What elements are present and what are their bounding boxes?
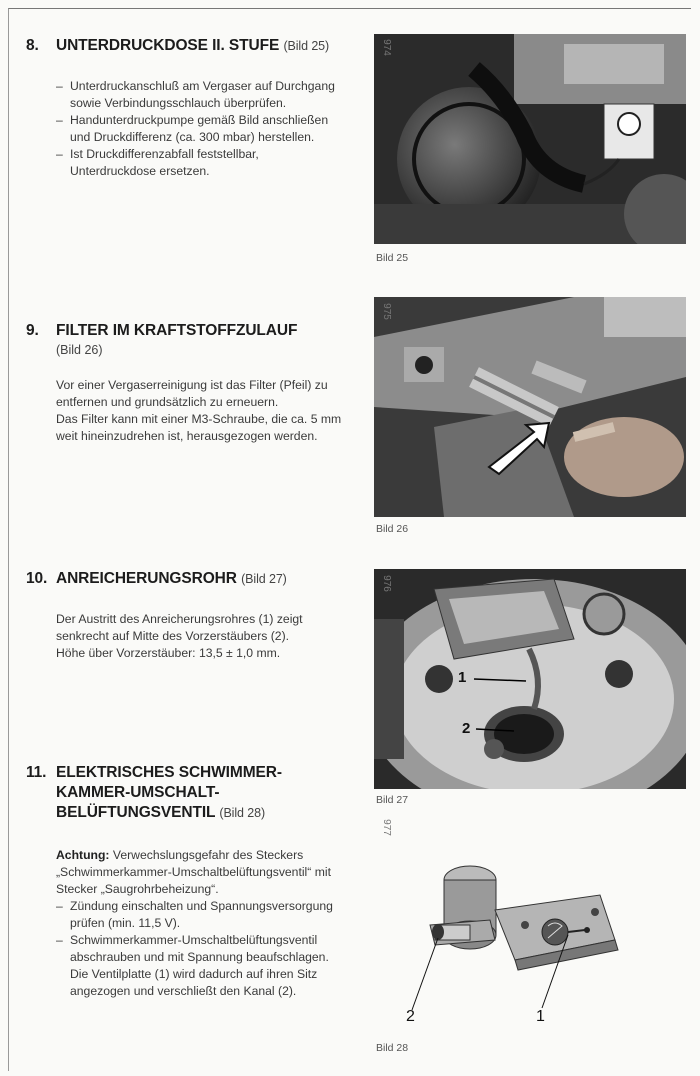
paragraph: Das Filter kann mit einer M3-Schraube, die ca. 5 mm weit hineinzudrehen ist, herausgezogen werden.	[56, 412, 342, 443]
instruction-list	[56, 78, 346, 180]
section-8	[26, 36, 346, 180]
section-10-heading	[26, 569, 346, 589]
section-title: UNTERDRUCKDOSE II. STUFE	[56, 37, 280, 54]
figure-reference: (Bild 28)	[219, 806, 266, 820]
section-title: ANREICHERUNGSROHR	[56, 570, 237, 587]
paragraph: Der Austritt des Anreicherungsrohres (1) zeigt senkrecht auf Mitte des Vorzerstäubers (2).	[56, 612, 303, 643]
list-item: – Unterdruckanschluß am Vergaser auf Durchgang sowie Verbindungsschlauch überprüfen.	[56, 78, 346, 112]
warning-label: Achtung:	[56, 848, 110, 862]
section-number: 9.	[26, 322, 39, 339]
figure-26-photo	[374, 297, 686, 517]
warning-note	[56, 847, 346, 898]
photo-number: 975	[380, 303, 392, 320]
section-11	[26, 763, 346, 1000]
paragraph: Vor einer Vergaserreinigung ist das Filter (Pfeil) zu entfernen und grundsätzlich zu erneuern.	[56, 378, 328, 409]
figure-caption: Bild 27	[376, 794, 409, 806]
section-number: 11.	[26, 764, 47, 781]
instruction-list	[56, 898, 346, 966]
photo-number: 974	[380, 39, 392, 56]
callout-label: 2	[462, 720, 471, 737]
figure-28-drawing	[390, 850, 630, 1030]
section-9-heading	[26, 321, 346, 341]
figure-reference: (Bild 26)	[56, 343, 103, 357]
section-title-line: BELÜFTUNGSVENTIL	[56, 804, 216, 821]
callout-label: 2	[406, 1008, 415, 1025]
callout-label: 1	[536, 1008, 545, 1025]
section-title-line: ELEKTRISCHES SCHWIMMER-	[56, 764, 282, 781]
list-item: – Zündung einschalten und Spannungsversorgung prüfen (min. 11,5 V).	[56, 898, 346, 932]
list-item: – Schwimmerkammer-Umschaltbelüftungsventil abschrauben und mit Spannung beaufschlagen.	[56, 932, 346, 966]
section-10	[26, 569, 346, 662]
section-11-heading	[26, 763, 346, 823]
warning-text: Verwechslungsgefahr des Steckers „Schwimmerkammer-Umschaltbelüftungsventil“ mit Stecker „Saugrohrbeheizung“.	[56, 848, 331, 896]
photo-number: 976	[380, 575, 392, 592]
figure-reference: (Bild 27)	[241, 572, 287, 586]
figure-caption: Bild 25	[376, 252, 409, 264]
figure-caption: Bild 26	[376, 523, 409, 535]
photo-number: 977	[380, 819, 392, 836]
figure-reference: (Bild 25)	[283, 39, 330, 53]
section-9	[26, 321, 346, 445]
section-title: FILTER IM KRAFTSTOFFZULAUF	[56, 322, 298, 339]
section-number: 10.	[26, 570, 48, 587]
section-title-line: KAMMER-UMSCHALT-	[56, 784, 220, 801]
paragraph: Höhe über Vorzerstäuber: 13,5 ± 1,0 mm.	[56, 646, 281, 660]
figure-25-photo	[374, 34, 686, 244]
list-item: – Handunterdruckpumpe gemäß Bild anschließen und Druckdifferenz (ca. 300 mbar) herstellen.	[56, 112, 346, 146]
callout-label: 1	[458, 669, 467, 686]
figure-27-photo	[374, 569, 686, 789]
section-8-heading	[26, 36, 346, 56]
paragraph: Die Ventilplatte (1) wird dadurch auf ihren Sitz angezogen und verschließt den Kanal (2).	[70, 967, 318, 998]
section-number: 8.	[26, 37, 39, 54]
list-item: – Ist Druckdifferenzabfall feststellbar, Unterdruckdose ersetzen.	[56, 146, 346, 180]
figure-caption: Bild 28	[376, 1042, 409, 1054]
